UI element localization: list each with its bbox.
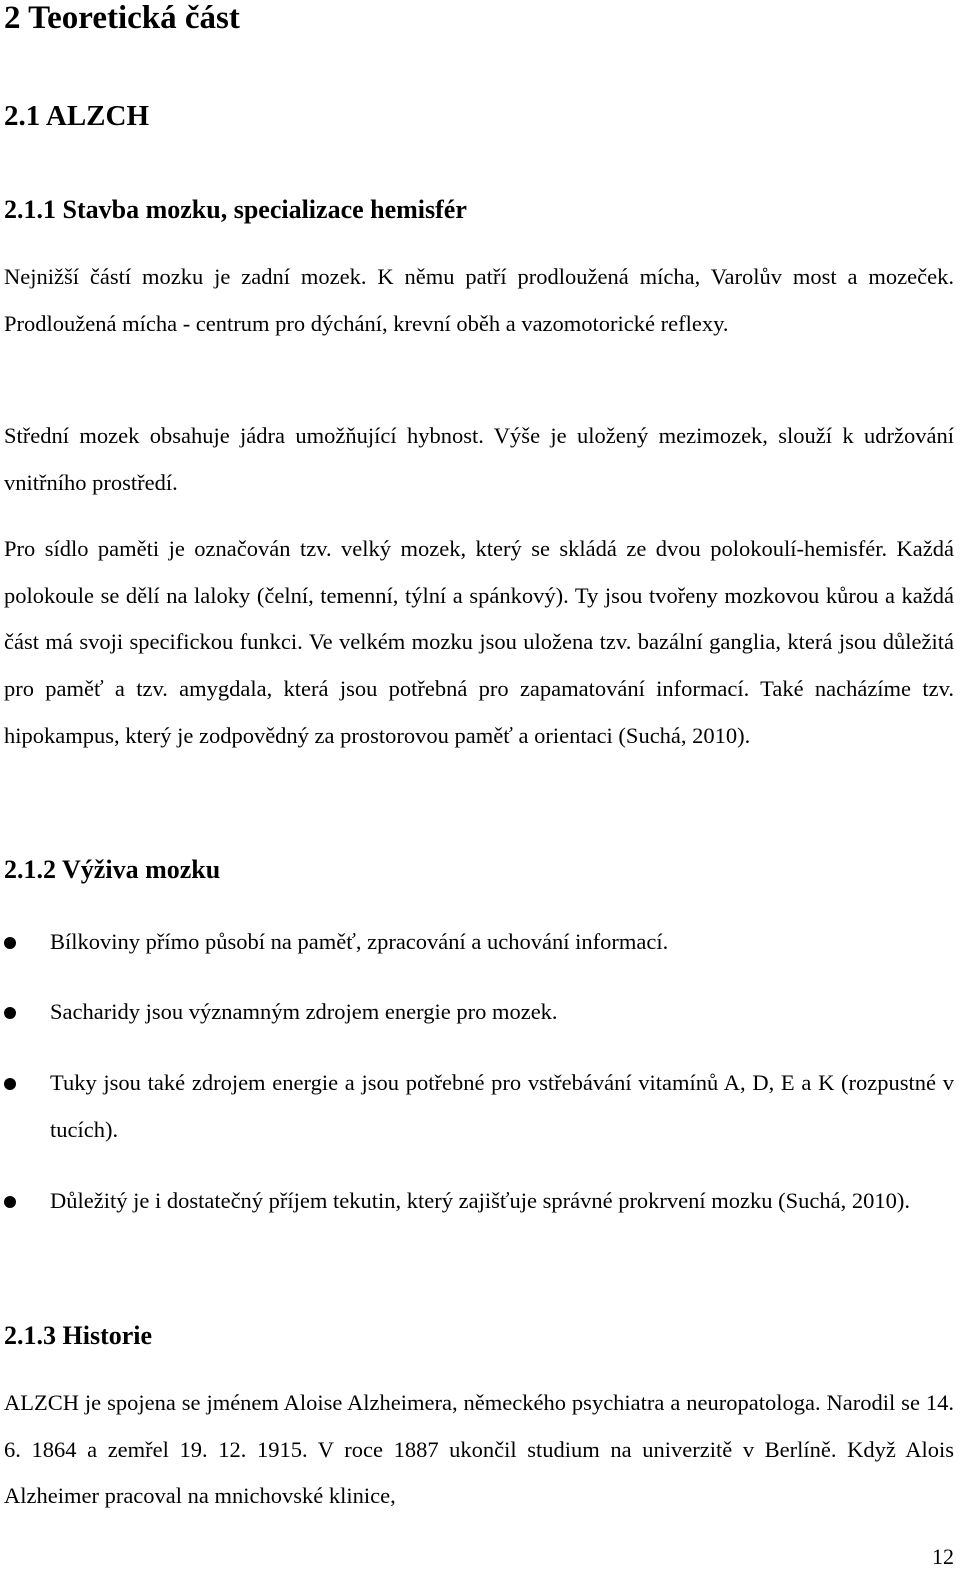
paragraph-hindbrain: Nejnižší částí mozku je zadní mozek. K němu patří prodloužená mícha, Varolův most a mozeček. Prodloužená mícha - centrum pro dýchání, krevní oběh a vazomotorické reflexy.	[4, 264, 954, 336]
list-item-text: Tuky jsou také zdrojem energie a jsou potřebné pro vstřebávání vitamínů A, D, E a K (rozpustné v tucích).	[50, 1070, 954, 1142]
bullet-icon	[4, 1196, 16, 1208]
subsection-heading-brain-nutrition: 2.1.2 Výživa mozku	[4, 855, 221, 884]
subsection-heading-brain-structure: 2.1.1 Stavba mozku, specializace hemisfér	[4, 195, 467, 224]
paragraph-cerebrum: Pro sídlo paměti je označován tzv. velký mozek, který se skládá ze dvou polokoulí-hemisfér. Každá polokoule se dělí na laloky (čelní, temenní, týlní a spánkový). Ty jsou tvořeny mozkovou kůrou a každá část má svoji specifickou funkci. Ve velkém mozku jsou uložena tzv. bazální ganglia, která jsou důležitá pro paměť a tzv. amygdala, která jsou potřebná pro zapamatování informací. Také nacházíme tzv. hipokampus, který je zodpovědný za prostorovou paměť a orientaci (Suchá, 2010).	[4, 536, 954, 748]
paragraph-midbrain: Střední mozek obsahuje jádra umožňující hybnost. Výše je uložený mezimozek, slouží k udržování vnitřního prostředí.	[4, 423, 954, 495]
page-number: 12	[932, 1544, 954, 1569]
paragraph-history: ALZCH je spojena se jménem Aloise Alzheimera, německého psychiatra a neuropatologa. Narodil se 14. 6. 1864 a zemřel 19. 12. 1915. V roce 1887 ukončil studium na univerzitě v Berlíně. Když Alois Alzheimer pracoval na mnichovské klinice,	[4, 1390, 954, 1509]
bullet-icon	[4, 1007, 16, 1019]
list-item-text: Důležitý je i dostatečný příjem tekutin, který zajišťuje správné prokrvení mozku (Suchá, 2010).	[50, 1188, 910, 1213]
bullet-icon	[4, 1078, 16, 1090]
section-heading-alzch: 2.1 ALZCH	[4, 100, 150, 132]
list-item-text: Bílkoviny přímo působí na paměť, zpracování a uchování informací.	[50, 929, 669, 954]
chapter-heading: 2 Teoretická část	[4, 0, 240, 36]
list-item-text: Sacharidy jsou významným zdrojem energie pro mozek.	[50, 999, 558, 1024]
subsection-heading-history: 2.1.3 Historie	[4, 1321, 153, 1350]
bullet-icon	[4, 937, 16, 949]
